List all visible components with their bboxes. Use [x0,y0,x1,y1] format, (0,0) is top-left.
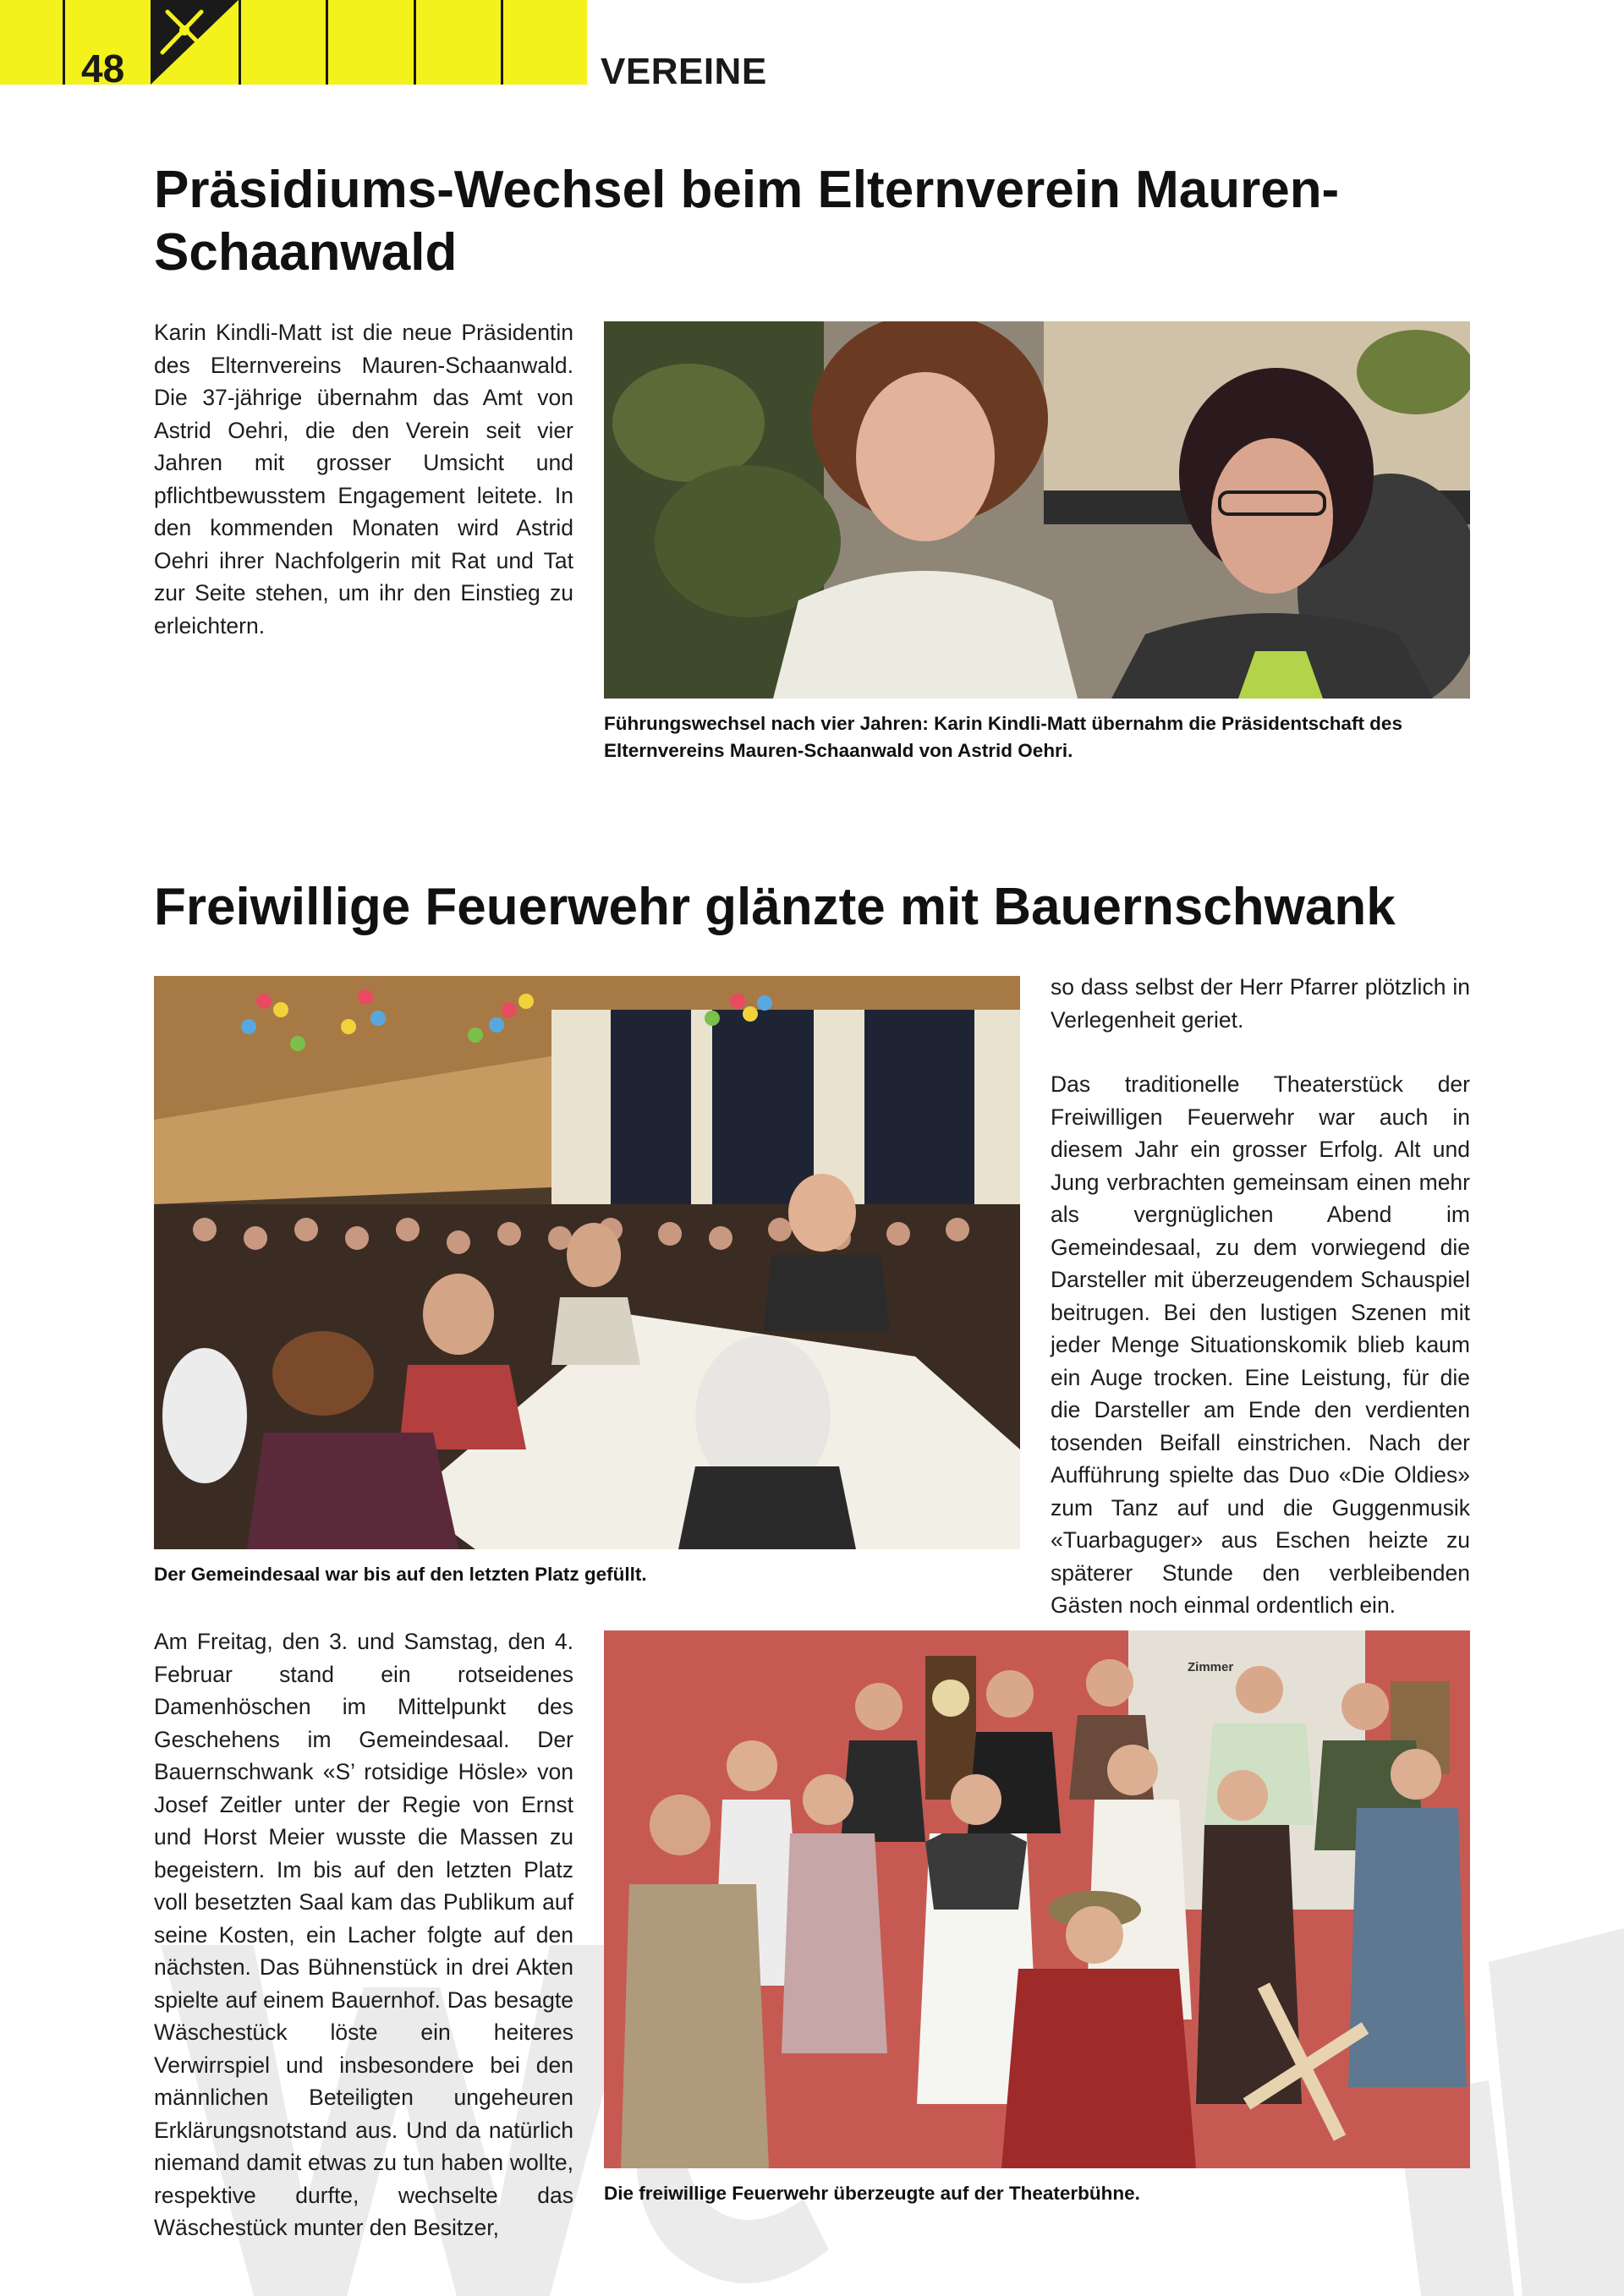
header-divider [326,0,328,85]
article-body: Karin Kindli-Matt ist die neue Präsidentin des Elternvereins Mauren-Schaanwald. Die 37-jährige übernahm das Amt von Astrid Oehri, die den Verein seit vier Jahren mit grosser Umsicht und pflichtbewusstem Engagement leitete. In den kommenden Monaten wird Astrid Oehri ihrer Nachfolgerin mit Rat und Tat zur Seite stehen, um ihr den Einstieg zu erleichtern. [154,320,573,638]
stage-sign-text: Zimmer [1188,1660,1234,1674]
group-photo [604,1630,1470,2168]
header-divider [239,0,241,85]
portrait-photo [604,321,1470,699]
photo-caption: Die freiwillige Feuerwehr überzeugte auf der Theaterbühne. [604,2183,1140,2204]
article-headline: Präsidiums-Wechsel beim Elternverein Mauren-Schaanwald [154,161,1340,282]
page-number: 48 [81,47,125,90]
hall-photo [154,976,1020,1549]
header-divider [414,0,416,85]
section-title: VEREINE [601,51,767,92]
article-body-column: Das traditionelle Theaterstück der Freiwilligen Feuerwehr war auch in diesem Jahr ein grosser Erfolg. Alt und Jung verbrachten gemeinsam einen mehr als vergnüglichen Abend im Gemeindesaal, zu dem vorwiegend die Darsteller mit überzeugendem Schauspiel beitrugen. Bei den lustigen Szenen mit jeder Menge Situationskomik blieb kaum ein Auge trocken. Eine Leistung, für die die Darsteller am Ende den verdienten tosenden Beifall einstrichen. Nach der Aufführung spielte das Duo «Die Oldies» zum Tanz auf und die Guggenmusik «Tuarbaguger» aus Eschen heizte zu späterer Stunde den verbleibenden Gästen noch einmal ordentlich ein. [1051,1071,1470,1618]
article-body-column: so dass selbst der Herr Pfarrer plötzlich in Verlegenheit geriet. [1051,974,1470,1033]
article-body-column: Am Freitag, den 3. und Samstag, den 4. Februar stand ein rotseidenes Damenhöschen im Mittelpunkt des Geschehens im Gemeindesaal. Der Bauernschwank «S’ rotsidige Hösle» von Josef Zeitler unter der Regie von Ernst und Horst Meier wusste die Massen zu begeistern. Im bis auf den letzten Platz voll besetzten Saal kam das Publikum auf seine Kosten, ein Lacher folgte auf den nächsten. Das Bühnenstück in drei Akten spielte auf einem Bauernhof. Das besagte Wäschestück löste ein heiteres Verwirrspiel und insbesondere bei den männlichen Beteiligten ungeheuren Erklärungsnotstand aus. Und da natürlich niemand damit etwas zu tun haben wollte, respektive durfte, wechselte das Wäschestück munter den Besitzer, [154,1629,573,2240]
municipal-crest-icon [151,0,239,85]
header-divider [63,0,65,85]
article-headline: Freiwillige Feuerwehr glänzte mit Bauernschwank [154,878,1396,936]
photo-caption: Führungswechsel nach vier Jahren: Karin Kindli-Matt übernahm die Präsidentschaft des Elternvereins Mauren-Schaanwald von Astrid Oehri. [604,713,1402,761]
header-divider [501,0,503,85]
photo-caption: Der Gemeindesaal war bis auf den letzten Platz gefüllt. [154,1564,647,1585]
